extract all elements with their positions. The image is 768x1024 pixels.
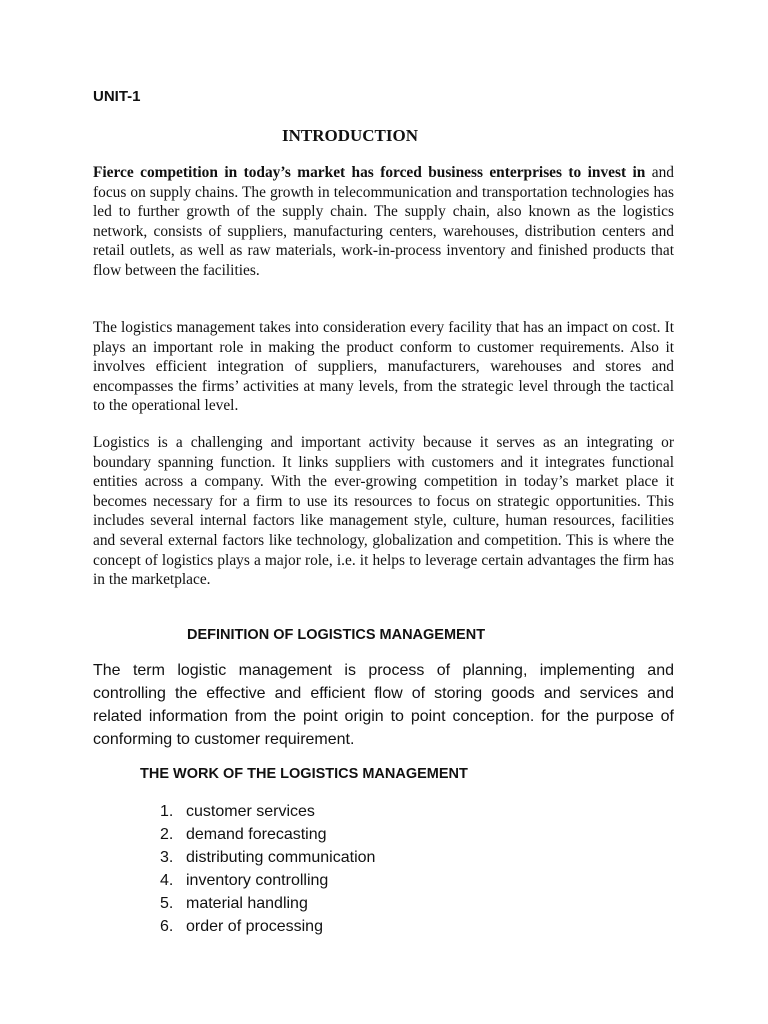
- list-item-number: 5.: [160, 895, 174, 912]
- intro-paragraph-1-rest: and focus on supply chains. The growth in telecommunication and transportation technologies has led to further growth of the supply chain. The supply chain, also known as the logistics network, consists of suppliers, manufacturing centers, warehouses, distribution centers and retail outlets, as well as raw materials, work-in-process inventory and finished products that flow between the facilities.: [93, 164, 674, 279]
- list-item-label: demand forecasting: [186, 826, 327, 843]
- unit-label: UNIT-1: [93, 88, 141, 105]
- list-item: [160, 800, 375, 823]
- list-item: [160, 869, 375, 892]
- list-item-number: 6.: [160, 918, 174, 935]
- work-list: [160, 800, 375, 938]
- intro-paragraph-3: Logistics is a challenging and important activity because it serves as an integrating or boundary spanning function. It links suppliers with customers and it integrates functional entities across a company. With the ever-growing competition in today’s market place it becomes necessary for a firm to use its resources to focus on strategic opportunities. This includes several internal factors like management style, culture, human resources, facilities and several external factors like technology, globalization and competition. This is where the concept of logistics plays a major role, i.e. it helps to leverage certain advantages the firm has in the marketplace.: [93, 434, 674, 589]
- list-item: [160, 846, 375, 869]
- list-item-number: 1.: [160, 803, 174, 820]
- list-item: [160, 823, 375, 846]
- list-item-label: order of processing: [186, 918, 323, 935]
- definition-text: The term logistic management is process of planning, implementing and controlling the effective and efficient flow of storing goods and services and related information from the point origin to point conception. for the purpose of conforming to customer requirement.: [93, 662, 674, 748]
- work-heading: THE WORK OF THE LOGISTICS MANAGEMENT: [140, 766, 468, 782]
- list-item-label: customer services: [186, 803, 315, 820]
- list-item: [160, 915, 375, 938]
- introduction-title: INTRODUCTION: [281, 126, 419, 145]
- list-item: [160, 892, 375, 915]
- list-item-number: 3.: [160, 849, 174, 866]
- intro-paragraph-1: [93, 163, 674, 281]
- list-item-label: inventory controlling: [186, 872, 329, 889]
- list-item-number: 4.: [160, 872, 174, 889]
- intro-paragraph-1-lead: Fierce competition in today’s market has forced business enterprises to invest in: [93, 164, 646, 181]
- list-item-label: material handling: [186, 895, 308, 912]
- list-item-number: 2.: [160, 826, 174, 843]
- intro-paragraph-2: The logistics management takes into consideration every facility that has an impact on cost. It plays an important role in making the product conform to customer requirements. Also it involves efficient integration of suppliers, manufacturers, warehouses and stores and encompasses the firms’ activities at many levels, from the strategic level through the tactical to the operational level.: [93, 319, 674, 415]
- list-item-label: distributing communication: [186, 849, 376, 866]
- definition-heading: DEFINITION OF LOGISTICS MANAGEMENT: [187, 627, 486, 643]
